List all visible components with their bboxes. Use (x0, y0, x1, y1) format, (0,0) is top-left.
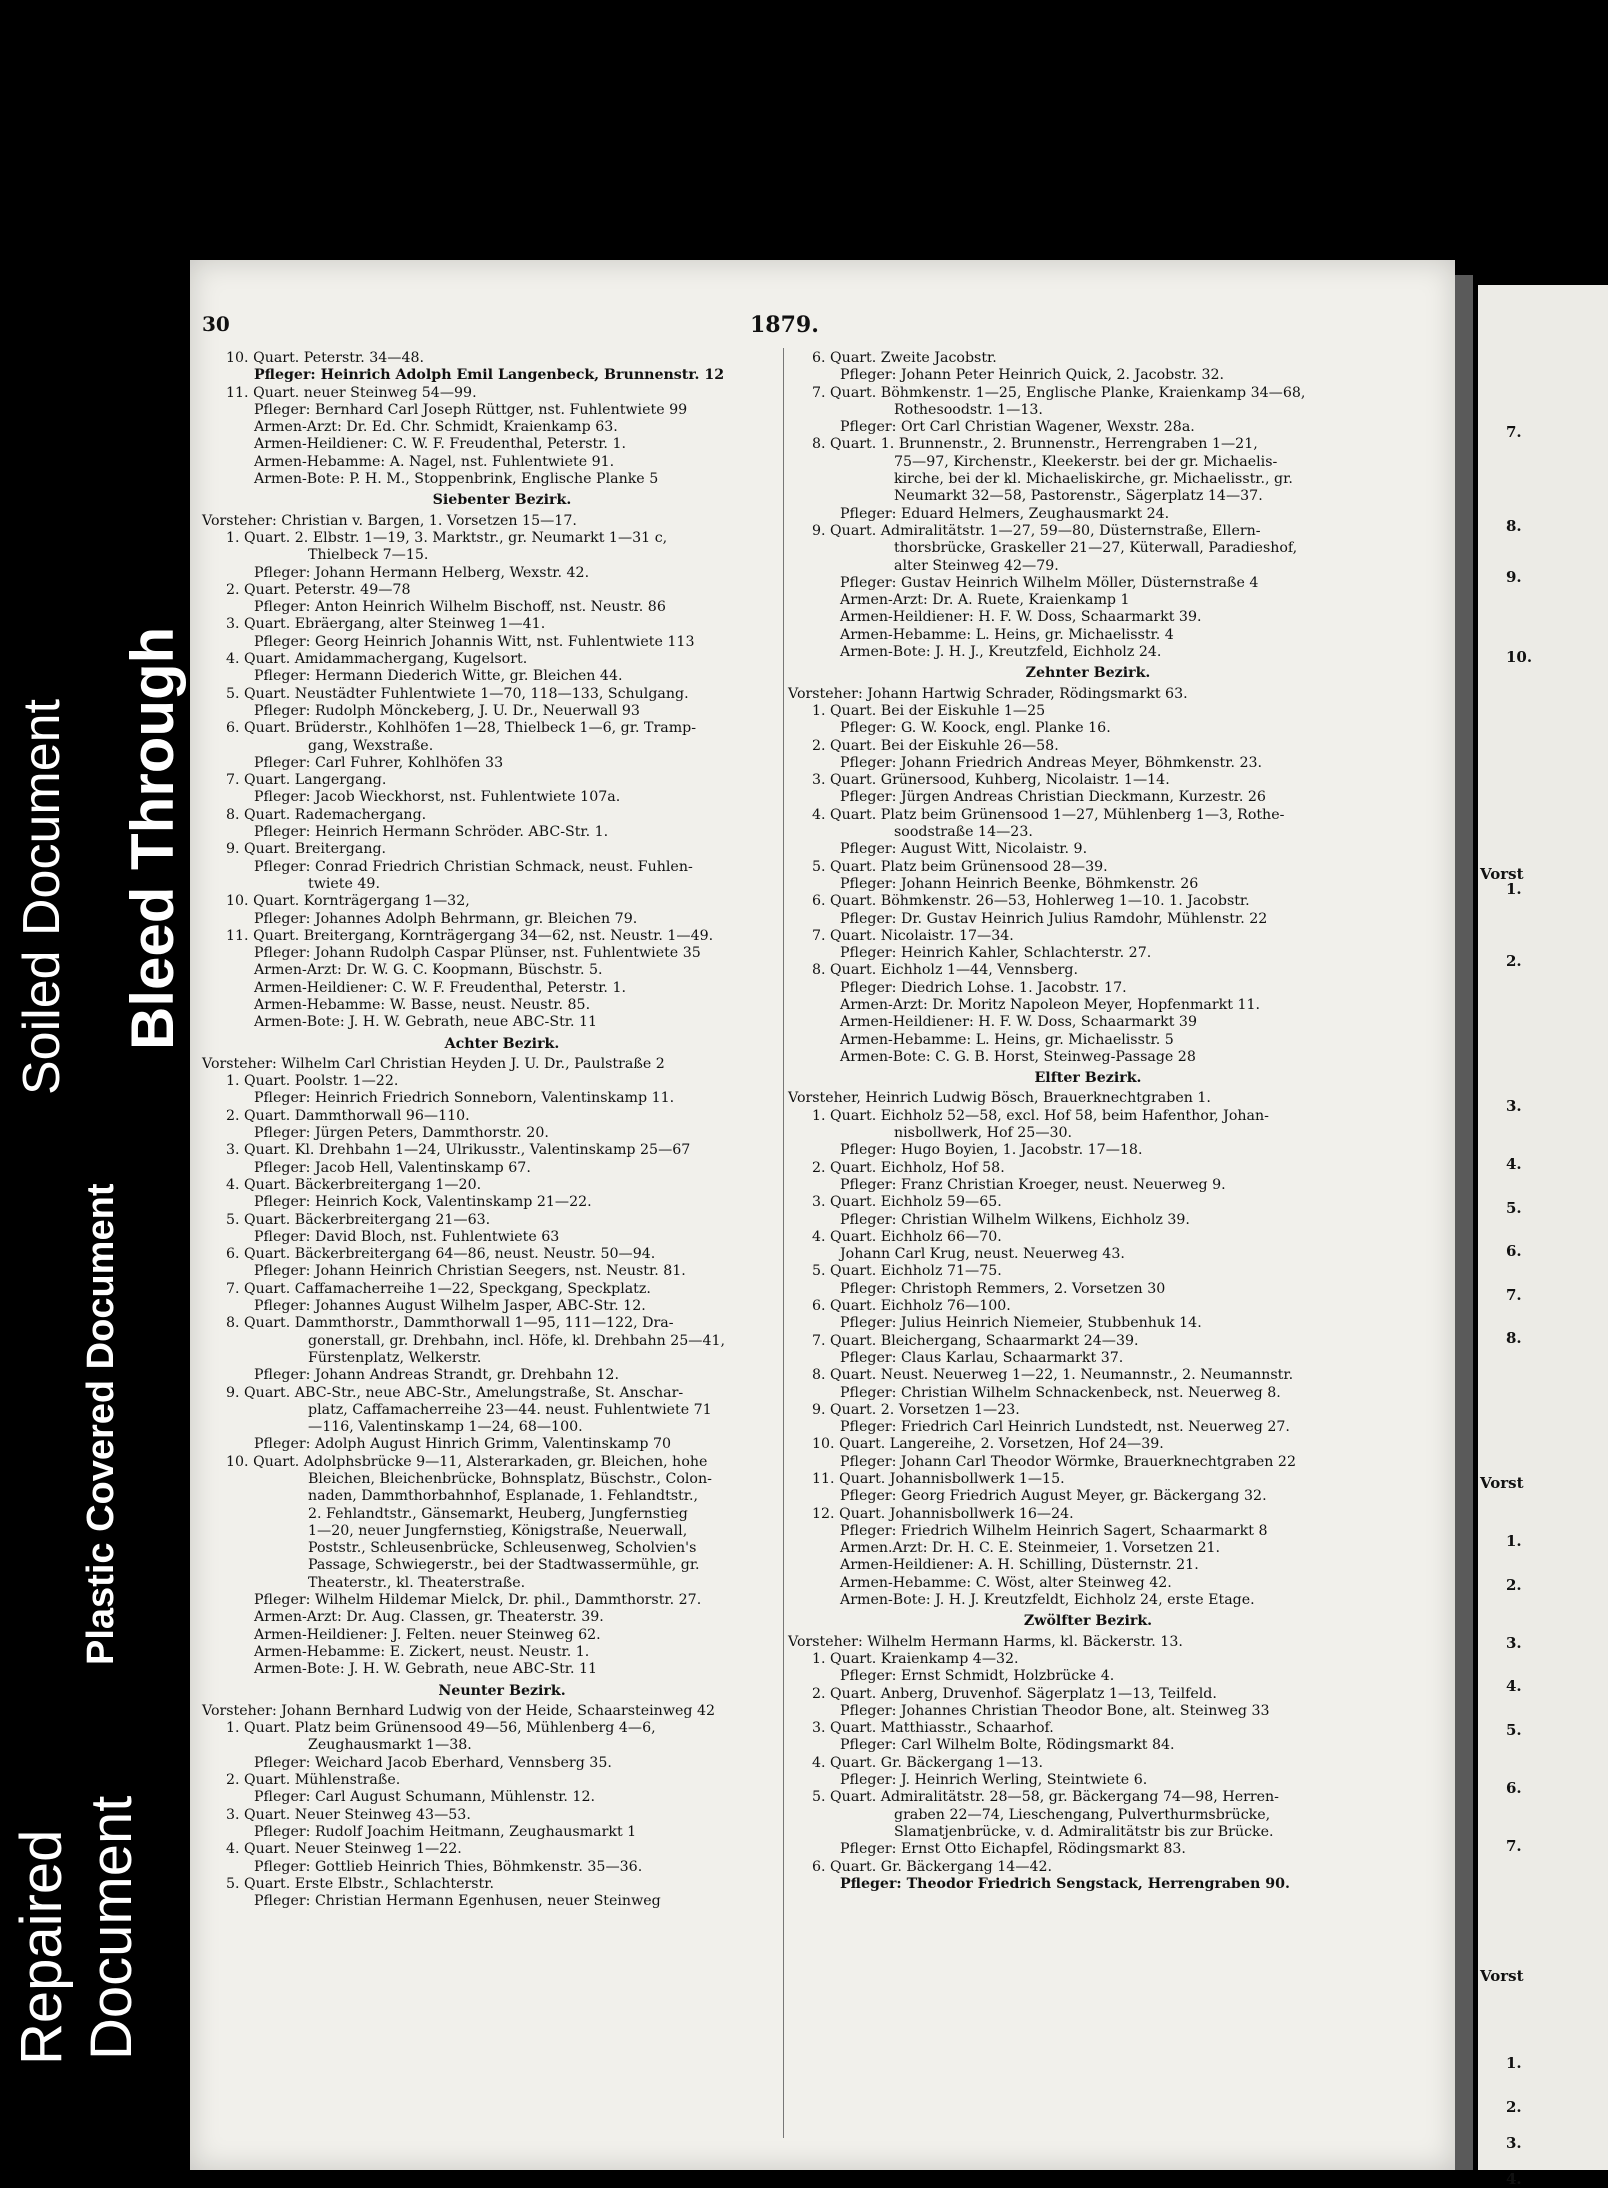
text-line: Armen-Hebamme: W. Basse, neust. Neustr. 85. (254, 996, 591, 1013)
text-line: 8. Quart. 1. Brunnenstr., 2. Brunnenstr., Herrengraben 1—21, (812, 436, 1258, 453)
text-line: 2. Quart. Peterstr. 49—78 (226, 581, 411, 598)
text-line: naden, Dammthorbahnhof, Esplanade, 1. Fehlandtstr., (308, 1488, 698, 1505)
adjacent-page-mark: 4. (1506, 1677, 1522, 1695)
text-line: Vorsteher, Heinrich Ludwig Bösch, Brauerknechtgraben 1. (788, 1090, 1211, 1107)
text-line: 2. Quart. Anberg, Druvenhof. Sägerplatz 1—13, Teilfeld. (812, 1685, 1217, 1702)
text-line: alter Steinweg 42—79. (894, 557, 1059, 574)
text-line: Theaterstr., kl. Theaterstraße. (308, 1574, 526, 1591)
text-line: Armen-Hebamme: A. Nagel, nst. Fuhlentwiete 91. (254, 453, 615, 470)
text-line: Fürstenplatz, Welkerstr. (308, 1349, 482, 1366)
text-line: 11. Quart. Johannisbollwerk 1—15. (812, 1471, 1065, 1487)
text-line: gang, Wexstraße. (308, 737, 434, 754)
text-line: 3. Quart. Matthiasstr., Schaarhof. (812, 1720, 1054, 1737)
adjacent-page-mark: Vorst (1480, 1474, 1524, 1492)
text-line: Pfleger: Christian Wilhelm Schnackenbeck, nst. Neuerweg 8. (840, 1384, 1281, 1401)
text-line: Armen-Arzt: Dr. Ed. Chr. Schmidt, Kraienkamp 63. (254, 419, 618, 436)
text-line: Armen-Arzt: Dr. Aug. Classen, gr. Theaterstr. 39. (254, 1609, 604, 1626)
text-line: Armen-Hebamme: C. Wöst, alter Steinweg 42. (840, 1574, 1172, 1591)
adjacent-page-mark: 7. (1506, 1836, 1522, 1855)
text-line: 4. Quart. Bäckerbreitergang 1—20. (226, 1176, 482, 1193)
text-line: 10. Quart. Peterstr. 34—48. (226, 350, 425, 366)
repaired-label-line2: Document (79, 1795, 144, 2060)
text-line: Pfleger: Carl August Schumann, Mühlenstr. 12. (254, 1789, 595, 1806)
text-line: Thielbeck 7—15. (308, 547, 429, 564)
soiled-document-label: Soiled Document (13, 699, 71, 1095)
text-line: Pfleger: Claus Karlau, Schaarmarkt 37. (840, 1349, 1124, 1366)
text-line: kirche, bei der kl. Michaeliskirche, gr. Michaelisstr., gr. (894, 471, 1293, 488)
adjacent-page-mark: 4. (1506, 2170, 1522, 2188)
text-line: Armen.Arzt: Dr. H. C. E. Steinmeier, 1. Vorsetzen 21. (840, 1540, 1221, 1557)
text-line: Pfleger: Hermann Diederich Witte, gr. Bleichen 44. (254, 668, 623, 685)
text-line: 10. Quart. Kornträgergang 1—32, (226, 893, 470, 910)
text-line: Armen-Heildiener: H. F. W. Doss, Schaarmarkt 39 (840, 1014, 1197, 1031)
text-line: 75—97, Kirchenstr., Kleekerstr. bei der gr. Michaelis- (894, 453, 1278, 470)
text-line: Pfleger: Carl Wilhelm Bolte, Rödingsmarkt 84. (840, 1737, 1175, 1754)
adjacent-page-mark: 9. (1506, 567, 1522, 586)
adjacent-page-mark: 7. (1506, 1285, 1522, 1304)
page-number: 30 (202, 312, 230, 336)
text-line: 7. Quart. Böhmkenstr. 1—25, Englische Planke, Kraienkamp 34—68, (812, 384, 1306, 401)
text-line: 2. Quart. Bei der Eiskuhle 26—58. (812, 737, 1059, 754)
text-line: Pfleger: Johannes Adolph Behrmann, gr. Bleichen 79. (254, 910, 638, 927)
text-line: 11. Quart. neuer Steinweg 54—99. (226, 384, 477, 401)
text-line: Pfleger: Heinrich Kahler, Schlachterstr. 27. (840, 945, 1152, 962)
text-line: 5. Quart. Bäckerbreitergang 21—63. (226, 1211, 491, 1228)
text-line: 1. Quart. Bei der Eiskuhle 1—25 (812, 702, 1046, 719)
text-line: Bleichen, Bleichenbrücke, Bohnsplatz, Büschstr., Colon- (308, 1471, 712, 1487)
adjacent-page-mark: 1. (1506, 1532, 1522, 1550)
text-line: soodstraße 14—23. (894, 824, 1033, 841)
text-line: Vorsteher: Wilhelm Hermann Harms, kl. Bäckerstr. 13. (788, 1633, 1183, 1650)
document-page (190, 260, 1455, 2170)
text-line: Armen-Heildiener: H. F. W. Doss, Schaarmarkt 39. (840, 609, 1202, 626)
text-line: Pfleger: J. Heinrich Werling, Steintwiete 6. (840, 1772, 1148, 1789)
text-line: Pfleger: Eduard Helmers, Zeughausmarkt 24. (840, 505, 1170, 522)
text-line: Pfleger: Rudolf Joachim Heitmann, Zeughausmarkt 1 (254, 1823, 637, 1840)
text-line: 1. Quart. 2. Elbstr. 1—19, 3. Marktstr., gr. Neumarkt 1—31 c, (226, 529, 668, 546)
adjacent-page-mark: Vorst (1480, 865, 1524, 883)
text-line: Pfleger: Johann Carl Theodor Wörmke, Brauerknechtgraben 22 (840, 1453, 1296, 1470)
text-line: Pfleger: Jacob Hell, Valentinskamp 67. (254, 1159, 531, 1176)
text-line: 9. Quart. ABC-Str., neue ABC-Str., Amelungstraße, St. Anschar- (226, 1384, 684, 1401)
text-line: —116, Valentinskamp 1—24, 68—100. (308, 1419, 583, 1436)
text-line: Pfleger: Anton Heinrich Wilhelm Bischoff, nst. Neustr. 86 (254, 599, 666, 616)
district-heading: Siebenter Bezirk. (432, 492, 572, 509)
text-line: Pfleger: Ernst Schmidt, Holzbrücke 4. (840, 1668, 1115, 1685)
adjacent-page-strip (1478, 285, 1608, 2188)
text-line: Armen-Bote: J. H. W. Gebrath, neue ABC-Str. 11 (254, 1661, 598, 1678)
text-line: Pfleger: Diedrich Lohse. 1. Jacobstr. 17. (840, 979, 1127, 996)
district-heading: Neunter Bezirk. (438, 1682, 566, 1699)
text-line: Armen-Heildiener: C. W. F. Freudenthal, Peterstr. 1. (254, 436, 626, 453)
text-line: Neumarkt 32—58, Pastorenstr., Sägerplatz 14—37. (894, 488, 1263, 505)
adjacent-page-mark: 2. (1506, 1575, 1522, 1594)
text-line: Pfleger: Friedrich Carl Heinrich Lundstedt, nst. Neuerweg 27. (840, 1419, 1290, 1436)
text-line: Armen-Heildiener: A. H. Schilling, Düsternstr. 21. (840, 1557, 1199, 1574)
text-line: Pfleger: Wilhelm Hildemar Mielck, Dr. phil., Dammthorstr. 27. (254, 1592, 702, 1609)
adjacent-page-mark: 1. (1506, 879, 1522, 898)
text-line: 1. Quart. Platz beim Grünensood 49—56, Mühlenberg 4—6, (226, 1720, 656, 1737)
adjacent-page-mark: 3. (1506, 1633, 1522, 1652)
adjacent-page-mark: 1. (1506, 2054, 1522, 2072)
text-line: Pfleger: Heinrich Hermann Schröder. ABC-Str. 1. (254, 824, 609, 841)
text-line: 2. Quart. Eichholz, Hof 58. (812, 1159, 1005, 1176)
text-line: Armen-Arzt: Dr. A. Ruete, Kraienkamp 1 (840, 592, 1130, 609)
text-line: Slamatjenbrücke, v. d. Admiralitätstr bis zur Brücke. (894, 1823, 1274, 1840)
text-line: Pfleger: Johann Friedrich Andreas Meyer, Böhmkenstr. 23. (840, 754, 1263, 771)
text-line: 6. Quart. Brüderstr., Kohlhöfen 1—28, Thielbeck 1—6, gr. Tramp- (226, 720, 697, 737)
text-line: Armen-Hebamme: L. Heins, gr. Michaelisstr. 5 (840, 1031, 1174, 1048)
text-line: Pfleger: Gustav Heinrich Wilhelm Möller, Düsternstraße 4 (840, 574, 1259, 591)
text-line: 2. Quart. Mühlenstraße. (226, 1772, 401, 1789)
text-line: 5. Quart. Erste Elbstr., Schlachterstr. (226, 1875, 494, 1892)
text-line: 8. Quart. Neust. Neuerweg 1—22, 1. Neumannstr., 2. Neumannstr. (812, 1367, 1294, 1384)
text-line: Vorsteher: Johann Hartwig Schrader, Rödingsmarkt 63. (788, 685, 1188, 702)
text-line: Rothesoodstr. 1—13. (894, 401, 1043, 418)
text-line: Pfleger: Christian Wilhelm Wilkens, Eichholz 39. (840, 1211, 1190, 1228)
repaired-label-line1: Repaired (9, 1829, 74, 2065)
text-line: Pfleger: Johann Andreas Strandt, gr. Drehbahn 12. (254, 1367, 619, 1384)
text-line: Pfleger: Jacob Wieckhorst, nst. Fuhlentwiete 107a. (254, 789, 621, 806)
text-line: Armen-Arzt: Dr. W. G. C. Koopmann, Büschstr. 5. (254, 962, 603, 979)
text-line: thorsbrücke, Graskeller 21—27, Küterwall, Paradieshof, (894, 540, 1298, 557)
text-line: 6. Quart. Böhmkenstr. 26—53, Hohlerweg 1—10. 1. Jacobstr. (812, 893, 1250, 910)
text-line: 7. Quart. Caffamacherreihe 1—22, Speckgang, Speckplatz. (226, 1280, 651, 1297)
text-line: Pfleger: Johann Rudolph Caspar Plünser, nst. Fuhlentwiete 35 (254, 945, 701, 962)
text-line: 3. Quart. Kl. Drehbahn 1—24, Ulrikusstr., Valentinskamp 25—67 (226, 1142, 691, 1159)
page-year-header: 1879. (750, 312, 819, 338)
text-line: 5. Quart. Eichholz 71—75. (812, 1263, 1002, 1280)
adjacent-page-mark: 3. (1506, 2133, 1522, 2152)
text-line: Armen-Hebamme: E. Zickert, neust. Neustr. 1. (254, 1643, 590, 1660)
adjacent-page-mark: Vorst (1480, 1967, 1524, 1985)
district-heading: Achter Bezirk. (444, 1035, 560, 1052)
text-line: 3. Quart. Eichholz 59—65. (812, 1194, 1002, 1211)
text-line: Pfleger: G. W. Koock, engl. Planke 16. (840, 720, 1111, 737)
text-line: 8. Quart. Dammthorstr., Dammthorwall 1—95, 111—122, Dra- (226, 1315, 674, 1332)
text-line: 7. Quart. Langergang. (226, 772, 387, 789)
text-line: Pfleger: David Bloch, nst. Fuhlentwiete 63 (254, 1228, 560, 1245)
text-line: Pfleger: Johann Peter Heinrich Quick, 2. Jacobstr. 32. (840, 367, 1225, 384)
text-line: 1—20, neuer Jungfernstieg, Königstraße, Neuerwall, (308, 1522, 688, 1539)
text-line: 3. Quart. Neuer Steinweg 43—53. (226, 1806, 471, 1823)
text-line: 9. Quart. 2. Vorsetzen 1—23. (812, 1401, 1020, 1418)
text-line: platz, Caffamacherreihe 23—44. neust. Fuhlentwiete 71 (308, 1401, 712, 1418)
text-line: Pfleger: Johannes Christian Theodor Bone, alt. Steinweg 33 (840, 1702, 1270, 1719)
text-line: 5. Quart. Neustädter Fuhlentwiete 1—70, 118—133, Schulgang. (226, 685, 689, 702)
text-line: Pfleger: Heinrich Friedrich Sonneborn, Valentinskamp 11. (254, 1090, 675, 1107)
text-line: Johann Carl Krug, neust. Neuerweg 43. (840, 1246, 1125, 1263)
text-line: 2. Quart. Dammthorwall 96—110. (226, 1107, 470, 1124)
adjacent-page-mark: 7. (1506, 422, 1522, 441)
text-line: Pfleger: Johann Heinrich Christian Seegers, nst. Neustr. 81. (254, 1263, 686, 1280)
text-line: 4. Quart. Neuer Steinweg 1—22. (226, 1841, 462, 1858)
adjacent-page-mark: 6. (1506, 1242, 1522, 1260)
adjacent-page-mark: 3. (1506, 1097, 1522, 1115)
text-line: Pfleger: Johann Heinrich Beenke, Böhmkenstr. 26 (840, 875, 1199, 892)
text-line: Armen-Bote: P. H. M., Stoppenbrink, Englische Planke 5 (254, 471, 659, 488)
text-line: Pfleger: Franz Christian Kroeger, neust. Neuerweg 9. (840, 1176, 1226, 1193)
text-line: Vorsteher: Wilhelm Carl Christian Heyden J. U. Dr., Paulstraße 2 (202, 1055, 665, 1072)
adjacent-page-mark: 4. (1506, 1155, 1522, 1173)
text-line: 2. Fehlandtstr., Gänsemarkt, Heuberg, Jungfernstieg (308, 1505, 688, 1522)
text-line: graben 22—74, Lieschengang, Pulverthurmsbrücke, (894, 1806, 1271, 1823)
text-line: Pfleger: Weichard Jacob Eberhard, Vennsberg 35. (254, 1754, 612, 1771)
text-line: Armen-Bote: C. G. B. Horst, Steinweg-Passage 28 (840, 1048, 1196, 1065)
text-line: 3. Quart. Grünersood, Kuhberg, Nicolaistr. 1—14. (812, 772, 1170, 789)
text-line: 8. Quart. Rademachergang. (226, 806, 427, 823)
adjacent-page-mark: 5. (1506, 1720, 1522, 1739)
text-line: Vorsteher: Christian v. Bargen, 1. Vorsetzen 15—17. (202, 512, 577, 529)
text-line: Pfleger: Conrad Friedrich Christian Schmack, neust. Fuhlen- (254, 858, 693, 875)
adjacent-page-mark: 8. (1506, 1329, 1522, 1347)
text-line: 7. Quart. Bleichergang, Schaarmarkt 24—39. (812, 1332, 1139, 1349)
text-line: 4. Quart. Eichholz 66—70. (812, 1228, 1002, 1245)
text-line: Pfleger: Heinrich Adolph Emil Langenbeck, Brunnenstr. 12 (254, 367, 725, 384)
text-line: 9. Quart. Admiralitätstr. 1—27, 59—80, Düsternstraße, Ellern- (812, 522, 1261, 539)
text-line: Pfleger: Ernst Otto Eichapfel, Rödingsmarkt 83. (840, 1841, 1186, 1858)
text-line: Pfleger: Dr. Gustav Heinrich Julius Ramdohr, Mühlenstr. 22 (840, 910, 1268, 927)
adjacent-page-mark: 6. (1506, 1778, 1522, 1797)
text-line: 6. Quart. Eichholz 76—100. (812, 1298, 1011, 1315)
text-line: gonerstall, gr. Drehbahn, incl. Höfe, kl. Drehbahn 25—41, (308, 1332, 726, 1349)
district-heading: Elfter Bezirk. (1034, 1070, 1142, 1087)
text-line: nisbollwerk, Hof 25—30. (894, 1125, 1073, 1142)
text-line: 10. Quart. Adolphsbrücke 9—11, Alsterarkaden, gr. Bleichen, hohe (226, 1453, 708, 1470)
text-line: Pfleger: Julius Heinrich Niemeier, Stubbenhuk 14. (840, 1315, 1202, 1332)
text-line: Pfleger: Rudolph Mönckeberg, J. U. Dr., Neuerwall 93 (254, 702, 640, 719)
text-line: 9. Quart. Breitergang. (226, 841, 387, 858)
text-line: 4. Quart. Amidammachergang, Kugelsort. (226, 651, 528, 668)
text-line: 1. Quart. Eichholz 52—58, excl. Hof 58, beim Hafenthor, Johan- (812, 1107, 1269, 1124)
text-line: Pfleger: Ort Carl Christian Wagener, Wexstr. 28a. (840, 419, 1195, 436)
district-heading: Zwölfter Bezirk. (1023, 1613, 1153, 1630)
text-line: 6. Quart. Gr. Bäckergang 14—42. (812, 1858, 1053, 1875)
text-line: Pfleger: Johannes August Wilhelm Jasper, ABC-Str. 12. (254, 1298, 646, 1315)
text-line: Pfleger: Johann Hermann Helberg, Wexstr. 42. (254, 564, 590, 581)
text-line: Pfleger: Carl Fuhrer, Kohlhöfen 33 (254, 754, 504, 771)
adjacent-page-mark: 5. (1506, 1198, 1522, 1217)
text-line: Pfleger: Adolph August Hinrich Grimm, Valentinskamp 70 (254, 1436, 672, 1453)
text-line: 1. Quart. Poolstr. 1—22. (226, 1073, 399, 1090)
text-line: Pfleger: Christoph Remmers, 2. Vorsetzen 30 (840, 1280, 1166, 1297)
text-line: 6. Quart. Bäckerbreitergang 64—86, neust. Neustr. 50—94. (226, 1246, 656, 1263)
text-line: Pfleger: Hugo Boyien, 1. Jacobstr. 17—18. (840, 1142, 1143, 1159)
text-line: Poststr., Schleusenbrücke, Schleusenweg, Scholvien's (308, 1540, 697, 1557)
text-line: Pfleger: Christian Hermann Egenhusen, neuer Steinweg (254, 1893, 661, 1910)
adjacent-page-mark: 2. (1506, 2097, 1522, 2116)
adjacent-page-mark: 10. (1506, 647, 1533, 666)
text-line: Vorsteher: Johann Bernhard Ludwig von der Heide, Schaarsteinweg 42 (202, 1702, 716, 1719)
text-line: Pfleger: August Witt, Nicolaistr. 9. (840, 841, 1088, 858)
text-line: Passage, Schwiegerstr., bei der Stadtwassermühle, gr. (308, 1557, 700, 1574)
text-line: Pfleger: Georg Heinrich Johannis Witt, nst. Fuhlentwiete 113 (254, 633, 695, 650)
text-line: Pfleger: Friedrich Wilhelm Heinrich Sagert, Schaarmarkt 8 (840, 1522, 1268, 1539)
text-line: Armen-Heildiener: J. Felten. neuer Steinweg 62. (254, 1626, 601, 1643)
bleed-through-label: Bleed Through (119, 626, 186, 1050)
plastic-covered-label: Plastic Covered Document (80, 1183, 122, 1665)
text-line: Pfleger: Bernhard Carl Joseph Rüttger, nst. Fuhlentwiete 99 (254, 401, 688, 418)
text-line: Armen-Arzt: Dr. Moritz Napoleon Meyer, Hopfenmarkt 11. (840, 996, 1261, 1013)
text-line: Armen-Heildiener: C. W. F. Freudenthal, Peterstr. 1. (254, 979, 626, 996)
text-line: 6. Quart. Zweite Jacobstr. (812, 350, 997, 366)
text-line: 5. Quart. Platz beim Grünensood 28—39. (812, 858, 1108, 875)
adjacent-page-mark: 2. (1506, 952, 1522, 970)
text-line: 10. Quart. Langereihe, 2. Vorsetzen, Hof 24—39. (812, 1436, 1164, 1453)
text-line: 4. Quart. Platz beim Grünensood 1—27, Mühlenberg 1—3, Rothe- (812, 806, 1285, 823)
text-line: Armen-Bote: J. H. J. Kreutzfeldt, Eichholz 24, erste Etage. (840, 1592, 1255, 1609)
text-line: Armen-Hebamme: L. Heins, gr. Michaelisstr. 4 (840, 626, 1174, 643)
text-line: Pfleger: Jürgen Andreas Christian Dieckmann, Kurzestr. 26 (840, 789, 1266, 806)
text-line: Zeughausmarkt 1—38. (308, 1737, 472, 1754)
text-line: Pfleger: Jürgen Peters, Dammthorstr. 20. (254, 1125, 549, 1142)
text-line: 12. Quart. Johannisbollwerk 16—24. (812, 1505, 1074, 1522)
text-line: Pfleger: Gottlieb Heinrich Thies, Böhmkenstr. 35—36. (254, 1858, 643, 1875)
page-gutter-edge (1455, 275, 1473, 2170)
text-line: Pfleger: Heinrich Kock, Valentinskamp 21—22. (254, 1194, 592, 1211)
adjacent-page-mark: 8. (1506, 517, 1522, 535)
text-line: Armen-Bote: J. H. W. Gebrath, neue ABC-Str. 11 (254, 1014, 598, 1031)
left-column (202, 350, 802, 1910)
text-line: Pfleger: Theodor Friedrich Sengstack, Herrengraben 90. (840, 1875, 1290, 1892)
text-line: 1. Quart. Kraienkamp 4—32. (812, 1650, 1019, 1667)
text-line: 3. Quart. Ebräergang, alter Steinweg 1—41. (226, 616, 546, 633)
text-line: twiete 49. (308, 875, 380, 892)
right-column (788, 350, 1388, 1893)
text-line: 4. Quart. Gr. Bäckergang 1—13. (812, 1754, 1044, 1771)
text-line: 11. Quart. Breitergang, Kornträgergang 34—62, nst. Neustr. 1—49. (226, 927, 714, 944)
text-line: 8. Quart. Eichholz 1—44, Vennsberg. (812, 962, 1078, 979)
text-line: 5. Quart. Admiralitätstr. 28—58, gr. Bäckergang 74—98, Herren- (812, 1789, 1279, 1806)
text-line: Pfleger: Georg Friedrich August Meyer, gr. Bäckergang 32. (840, 1488, 1267, 1505)
district-heading: Zehnter Bezirk. (1025, 665, 1151, 682)
text-line: 7. Quart. Nicolaistr. 17—34. (812, 927, 1014, 944)
text-line: Armen-Bote: J. H. J., Kreutzfeld, Eichholz 24. (840, 644, 1162, 661)
